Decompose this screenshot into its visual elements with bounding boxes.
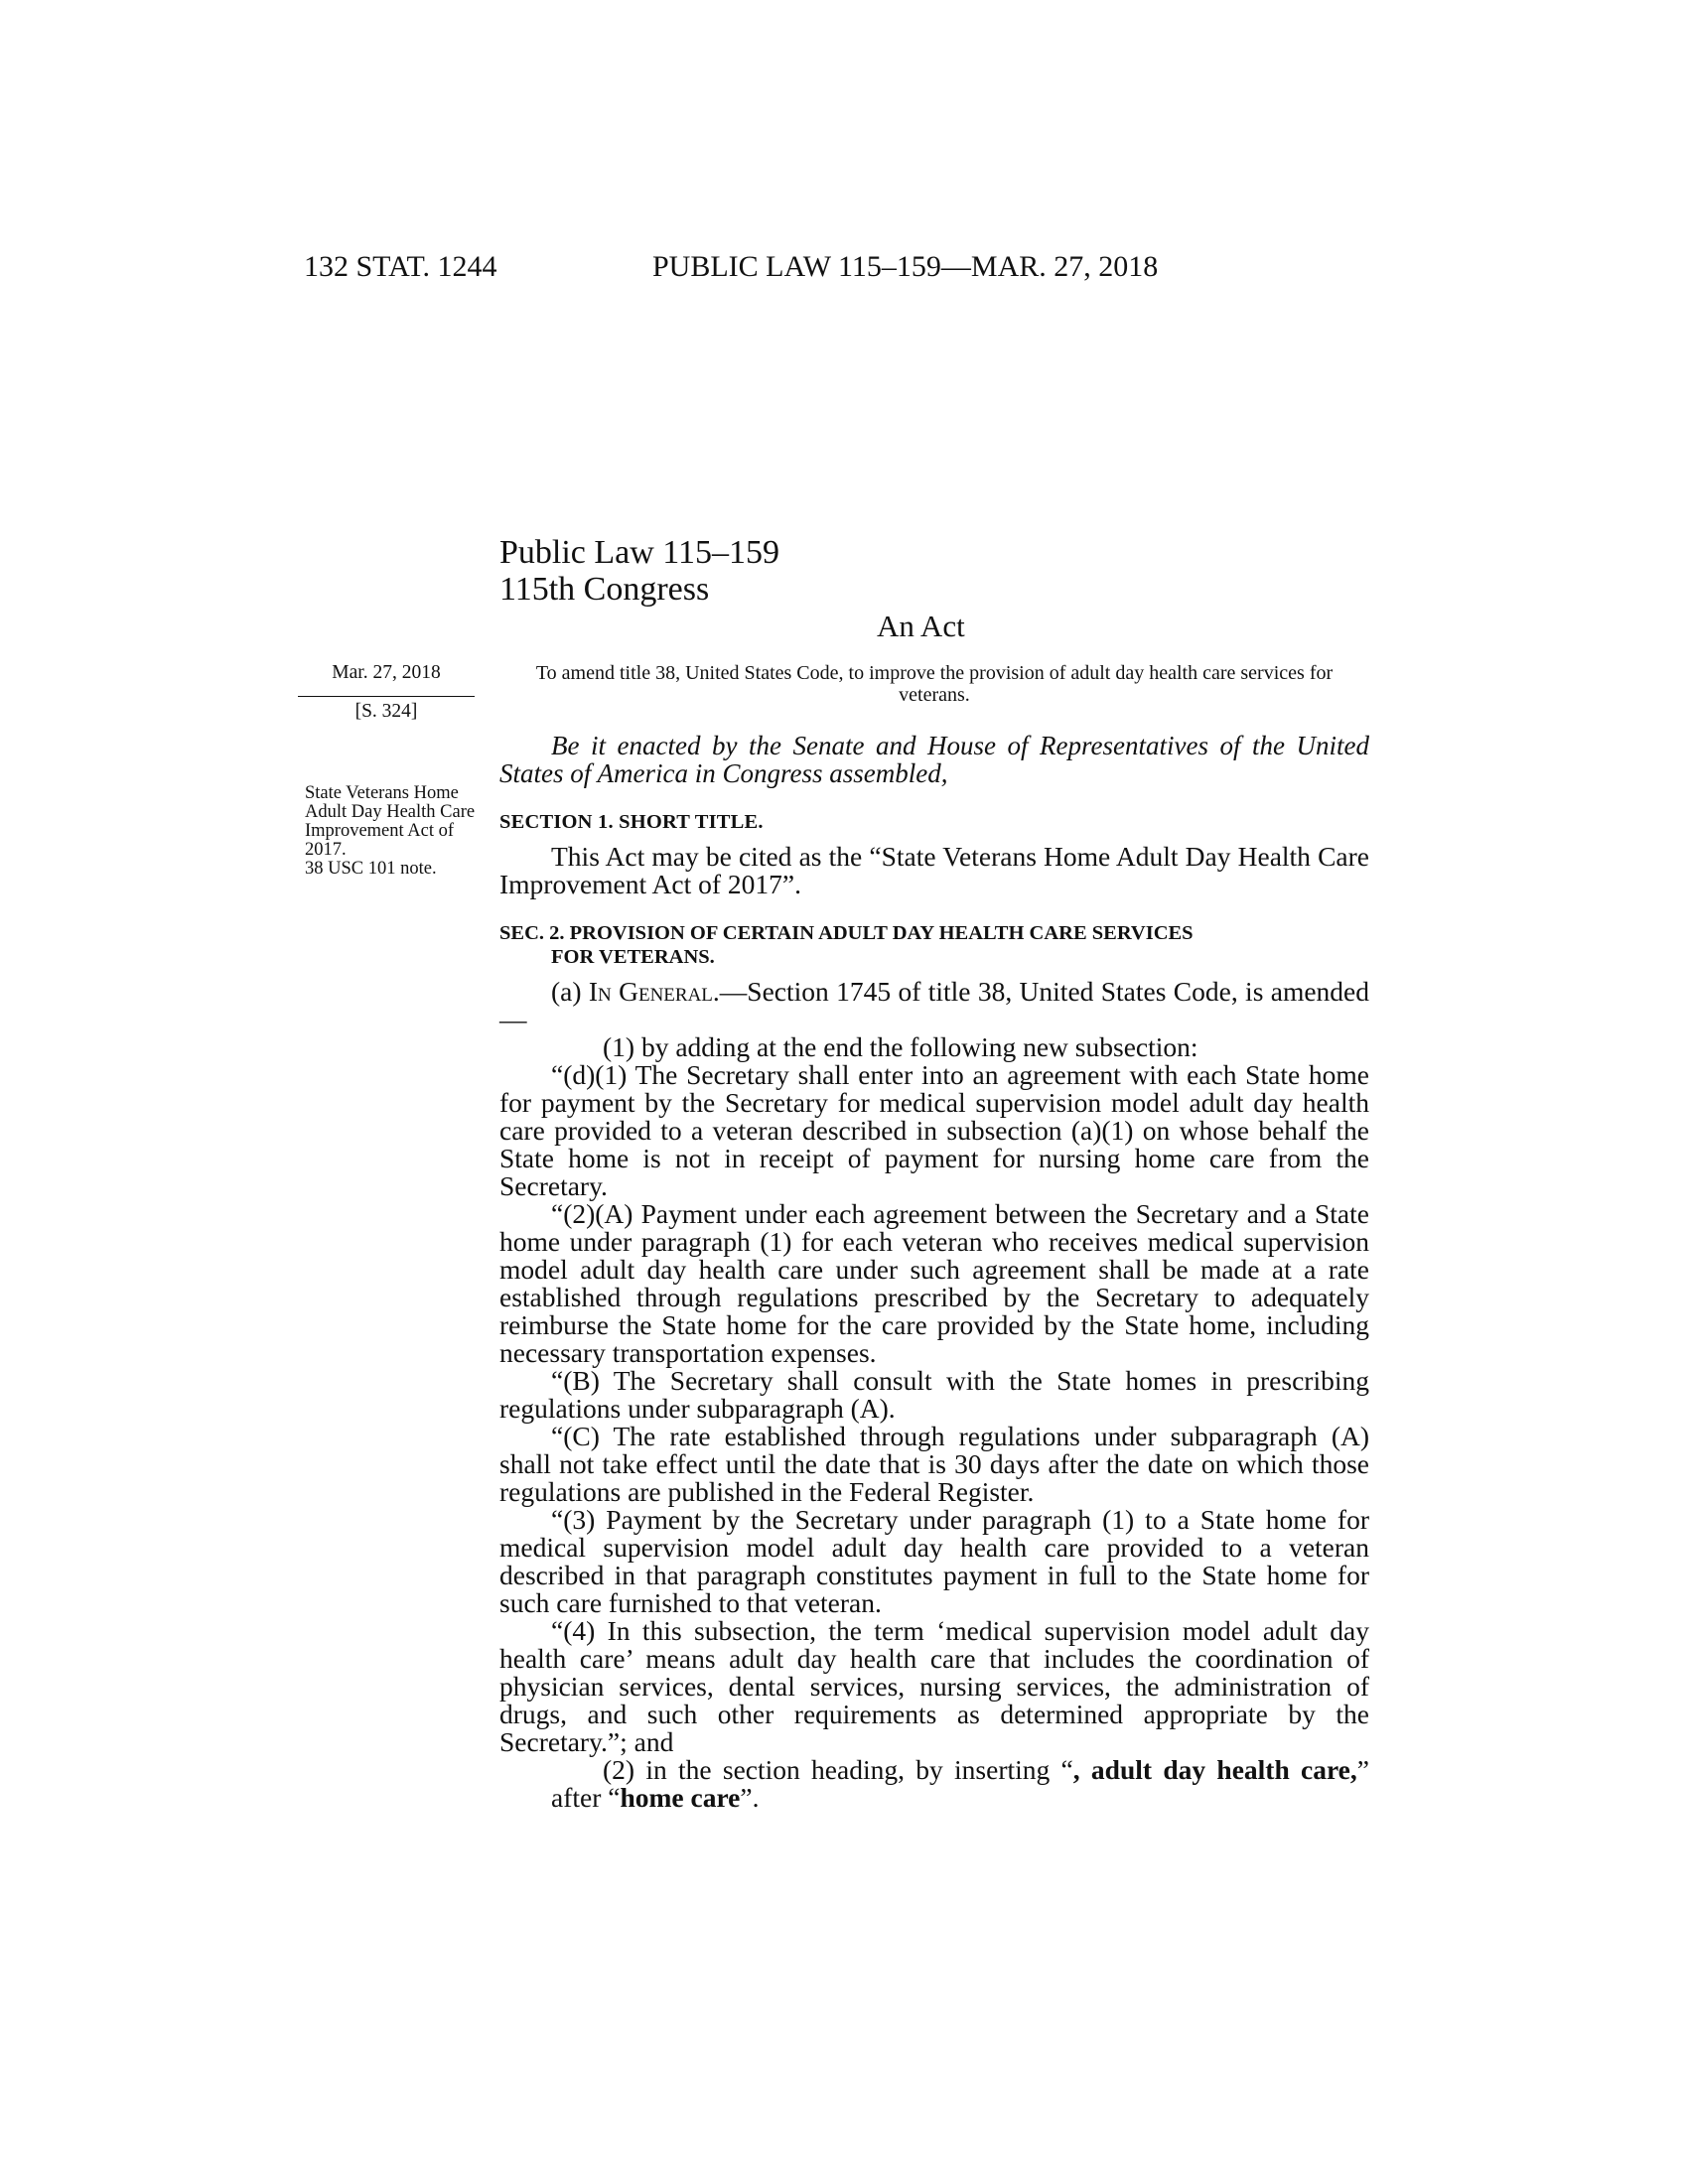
paragraph-d4: “(4) In this subsection, the term ‘medical supervision model adult day health care’ means adult day health care that includes the coordination of physician services, dental services, nursing services, the administration of drugs, and such other requirements as determined appropriate by the Secretary.”; and	[499, 1615, 1369, 1757]
paragraph-d2B: “(B) The Secretary shall consult with the State homes in prescribing regulations under subparagraph (A).	[499, 1365, 1369, 1424]
section1-heading: SECTION 1. SHORT TITLE.	[499, 811, 764, 833]
running-head: PUBLIC LAW 115–159—MAR. 27, 2018	[652, 250, 1159, 283]
item2-mid: ” after “	[551, 1754, 1369, 1813]
act-purpose: To amend title 38, United States Code, to improve the provision of adult day health care services for veterans.	[535, 662, 1334, 706]
congress-title: 115th Congress	[499, 571, 710, 608]
short-title-sidenote: State Veterans Home Adult Day Health Care Improvement Act of 2017.	[305, 783, 476, 860]
usc-note-sidenote: 38 USC 101 note.	[305, 859, 437, 879]
paragraph-d2A: “(2)(A) Payment under each agreement between the Secretary and a State home under paragraph (1) for each veteran who receives medical supervision model adult day health care under such agreement shall be made at a rate established through regulations prescribed by the Secretary to adequately reimburse the State home for the care provided by the State home, including necessary transportation expenses.	[499, 1198, 1369, 1368]
section1-body	[499, 843, 1369, 898]
subsection-a-caption: In General	[588, 976, 713, 1007]
item2-reference-text: home care	[620, 1782, 741, 1813]
subsection-a-text: .—Section 1745 of title 38, United States Code, is amended—	[499, 976, 1369, 1034]
paragraph-d2C: “(C) The rate established through regulations under subparagraph (A) shall not take effect until the date that is 30 days after the date on which those regulations are published in the Federal Register.	[499, 1421, 1369, 1507]
amendment-item-2	[499, 1756, 1369, 1812]
paragraph-d3: “(3) Payment by the Secretary under paragraph (1) to a State home for medical supervision model adult day health care provided to a veteran described in that paragraph constitutes payment in full to the State home for such care furnished to that veteran.	[499, 1504, 1369, 1618]
section2-body	[499, 978, 1369, 1812]
act-title: An Act	[877, 609, 965, 643]
section2-heading-line2: FOR VETERANS.	[551, 946, 715, 968]
stat-page-number: 132 STAT. 1244	[304, 250, 497, 283]
enacting-clause	[499, 732, 1369, 787]
section2-heading	[499, 921, 1369, 969]
margin-bill-number: [S. 324]	[354, 701, 418, 722]
enacting-clause-text: Be it enacted by the Senate and House of Representatives of the United States of America in Congress assembled,	[499, 731, 1369, 788]
margin-divider	[298, 696, 475, 697]
public-law-title: Public Law 115–159	[499, 534, 780, 571]
subsection-a	[499, 978, 1369, 1033]
item2-post: ”.	[740, 1782, 760, 1813]
margin-date: Mar. 27, 2018	[332, 662, 441, 683]
item2-inserted-text: , adult day health care,	[1072, 1754, 1357, 1785]
subsection-a-label: (a)	[551, 976, 589, 1007]
paragraph-d1: “(d)(1) The Secretary shall enter into an agreement with each State home for payment by the Secretary for medical supervision model adult day health care provided to a veteran described in subsection (a)(1) on whose behalf the State home is not in receipt of payment for nursing home care from the Secretary.	[499, 1059, 1369, 1201]
margin-sidenote	[305, 784, 484, 879]
amendment-item-1: (1) by adding at the end the following new subsection:	[603, 1031, 1198, 1062]
item2-pre: (2) in the section heading, by inserting “	[603, 1754, 1073, 1785]
section1-text: This Act may be cited as the “State Veterans Home Adult Day Health Care Improvement Act of 2017”.	[499, 841, 1369, 899]
section2-heading-line1: SEC. 2. PROVISION OF CERTAIN ADULT DAY HEALTH CARE SERVICES	[499, 922, 1194, 944]
